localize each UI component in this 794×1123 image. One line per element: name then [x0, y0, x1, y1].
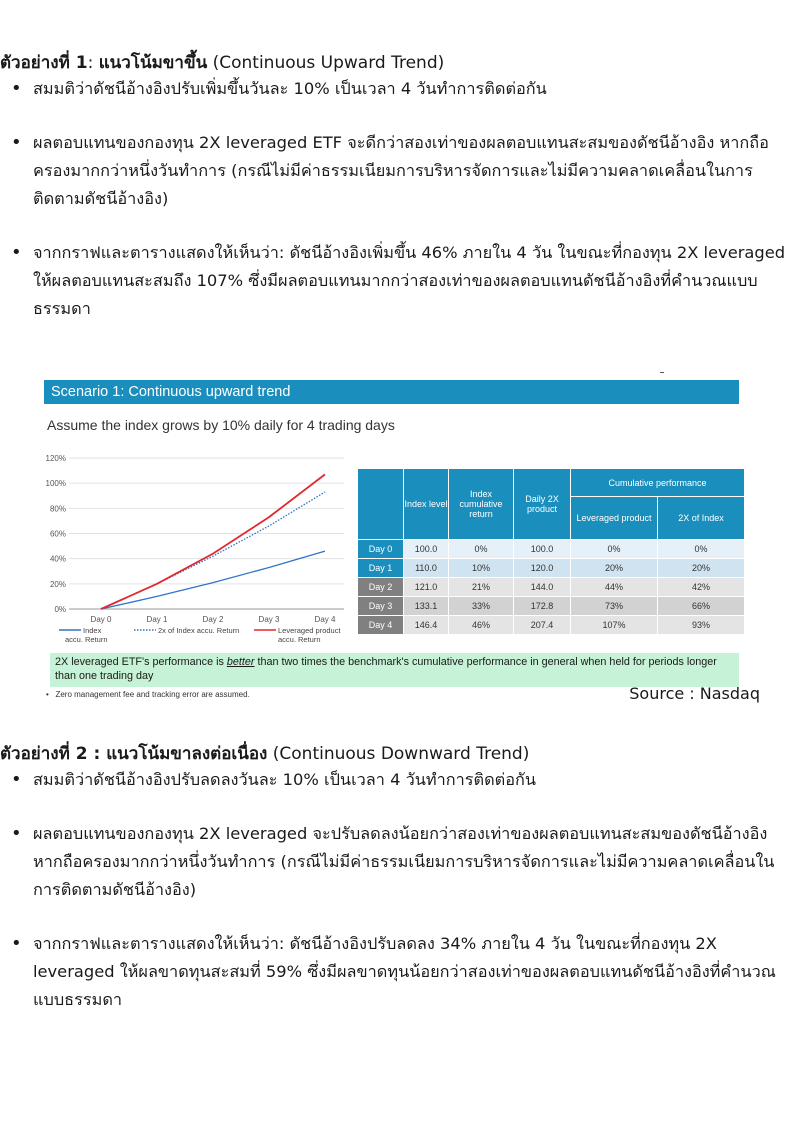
table-cell: 66% [658, 597, 745, 616]
table-header: Index level [404, 469, 449, 540]
table-cell: 146.4 [404, 616, 449, 635]
table-cell: 110.0 [404, 559, 449, 578]
section-1-separator: : [87, 53, 99, 73]
table-cell: 133.1 [404, 597, 449, 616]
performance-table [357, 468, 745, 635]
footnote-text: Zero management fee and tracking error are assumed. [55, 690, 250, 699]
y-tick-label: 0% [54, 605, 66, 614]
table-row [358, 559, 745, 578]
y-tick-label: 40% [49, 554, 66, 564]
section-1-title [0, 49, 444, 76]
highlight-text-rest: than two times the benchmark's cumulative performance in general when held for periods longer than one trading day [55, 656, 717, 682]
x-tick-label: Day 3 [258, 615, 280, 624]
y-tick-label: 20% [49, 579, 66, 589]
list-item: • สมมติว่าดัชนีอ้างอิงปรับเพิ่มขึ้นวันละ 10% เป็นเวลา 4 วันทำการติดต่อกัน [0, 75, 794, 103]
table-cell: 73% [571, 597, 658, 616]
section-2-english-title: (Continuous Downward Trend) [267, 744, 530, 764]
table-cell: 100.0 [404, 540, 449, 559]
table-cell: 107% [571, 616, 658, 635]
y-tick-label: 60% [49, 529, 66, 539]
table-row-day: Day 0 [358, 540, 404, 559]
table-row [358, 540, 745, 559]
table-cell: 46% [449, 616, 514, 635]
table-cell: 33% [449, 597, 514, 616]
section-1-bullets [0, 75, 794, 349]
series-line [101, 492, 325, 609]
section-2-label: ตัวอย่างที่ 2 : แนวโน้มขาลงต่อเนื่อง [0, 744, 268, 764]
table-group-header: Cumulative performance [571, 469, 745, 497]
list-item: • จากกราฟและตารางแสดงให้เห็นว่า: ดัชนีอ้างอิงเพิ่มขึ้น 46% ภายใน 4 วัน ในขณะที่กองทุน 2X leveraged ให้ผลตอบแทนสะสมถึง 107% ซึ่งมีผลตอบแทนมากกว่าสองเท่าของผลตอบแทนดัชนีอ้างอิงที่คำนวณแบบธรรมดา [0, 239, 794, 323]
table-cell: 93% [658, 616, 745, 635]
table-header: Index cumulative return [449, 469, 514, 540]
table-row-day: Day 2 [358, 578, 404, 597]
table-row [358, 597, 745, 616]
legend-label: Leveraged product accu. Return [278, 626, 341, 644]
table-header: Daily 2X product [514, 469, 571, 540]
section-1-label: ตัวอย่างที่ 1 [0, 53, 88, 73]
y-tick-label: 120% [45, 454, 66, 463]
table-row [358, 578, 745, 597]
list-item: • ผลตอบแทนของกองทุน 2X leveraged จะปรับลดลงน้อยกว่าสองเท่าของผลตอบแทนสะสมของดัชนีอ้างอิง หากถือครองมากกว่าหนึ่งวันทำการ (กรณีไม่มีค่าธรรมเนียมการบริหารจัดการและไม่มีความคลาดเคลื่อนในการติดตามดัชนีอ้างอิง) [0, 820, 794, 904]
section-1-english-title: (Continuous Upward Trend) [207, 53, 445, 73]
y-tick-label: 100% [45, 479, 66, 489]
legend-label: Index accu. Return [65, 626, 108, 644]
table-cell: 0% [449, 540, 514, 559]
legend-label: 2x of Index accu. Return [158, 626, 240, 635]
highlight-emphasis: better [226, 656, 255, 668]
corner-mark [660, 372, 664, 373]
series-line [101, 551, 325, 609]
table-row-day: Day 3 [358, 597, 404, 616]
table-cell: 207.4 [514, 616, 571, 635]
list-item: • สมมติว่าดัชนีอ้างอิงปรับลดลงวันละ 10% เป็นเวลา 4 วันทำการติดต่อกัน [0, 766, 794, 794]
table-corner-header [358, 469, 404, 540]
table-cell: 44% [571, 578, 658, 597]
table-cell: 172.8 [514, 597, 571, 616]
table-sub-header: Leveraged product [571, 497, 658, 540]
table-row-day: Day 4 [358, 616, 404, 635]
list-item: • ผลตอบแทนของกองทุน 2X leveraged ETF จะดีกว่าสองเท่าของผลตอบแทนสะสมของดัชนีอ้างอิง หากถือครองมากกว่าหนึ่งวันทำการ (กรณีไม่มีค่าธรรมเนียมการบริหารจัดการและไม่มีความคลาดเคลื่อนในการติดตามดัชนีอ้างอิง) [0, 129, 794, 213]
cumulative-return-chart [44, 452, 356, 648]
scenario-title-bar: Scenario 1: Continuous upward trend [44, 380, 739, 404]
x-tick-label: Day 1 [146, 615, 168, 624]
table-cell: 42% [658, 578, 745, 597]
x-tick-label: Day 0 [90, 615, 112, 624]
table-cell: 121.0 [404, 578, 449, 597]
y-tick-label: 80% [49, 504, 66, 514]
table-row [358, 616, 745, 635]
highlight-box [50, 653, 739, 687]
table-cell: 100.0 [514, 540, 571, 559]
table-cell: 144.0 [514, 578, 571, 597]
table-cell: 120.0 [514, 559, 571, 578]
section-1-trend-name: แนวโน้มขาขึ้น [98, 53, 208, 73]
table-cell: 10% [449, 559, 514, 578]
highlight-text: 2X leveraged ETF's performance is [55, 656, 227, 668]
list-item: • จากกราฟและตารางแสดงให้เห็นว่า: ดัชนีอ้างอิงปรับลดลง 34% ภายใน 4 วัน ในขณะที่กองทุน 2X leveraged ให้ผลขาดทุนสะสมที่ 59% ซึ่งมีผลขาดทุนน้อยกว่าสองเท่าของผลตอบแทนดัชนีอ้างอิงที่คำนวณแบบธรรมดา [0, 930, 794, 1014]
table-cell: 20% [571, 559, 658, 578]
table-cell: 20% [658, 559, 745, 578]
table-cell: 0% [571, 540, 658, 559]
scenario-figure [44, 372, 748, 702]
table-cell: 0% [658, 540, 745, 559]
table-row-day: Day 1 [358, 559, 404, 578]
table-cell: 21% [449, 578, 514, 597]
footnote: • Zero management fee and tracking error are assumed. [46, 690, 250, 699]
x-tick-label: Day 4 [314, 615, 336, 624]
x-tick-label: Day 2 [202, 615, 224, 624]
assumption-text: Assume the index grows by 10% daily for 4 trading days [47, 417, 395, 433]
section-2-title [0, 740, 529, 767]
source-credit: Source : Nasdaq [629, 684, 760, 703]
section-2-bullets [0, 766, 794, 1040]
table-sub-header: 2X of Index [658, 497, 745, 540]
series-line [101, 474, 325, 609]
